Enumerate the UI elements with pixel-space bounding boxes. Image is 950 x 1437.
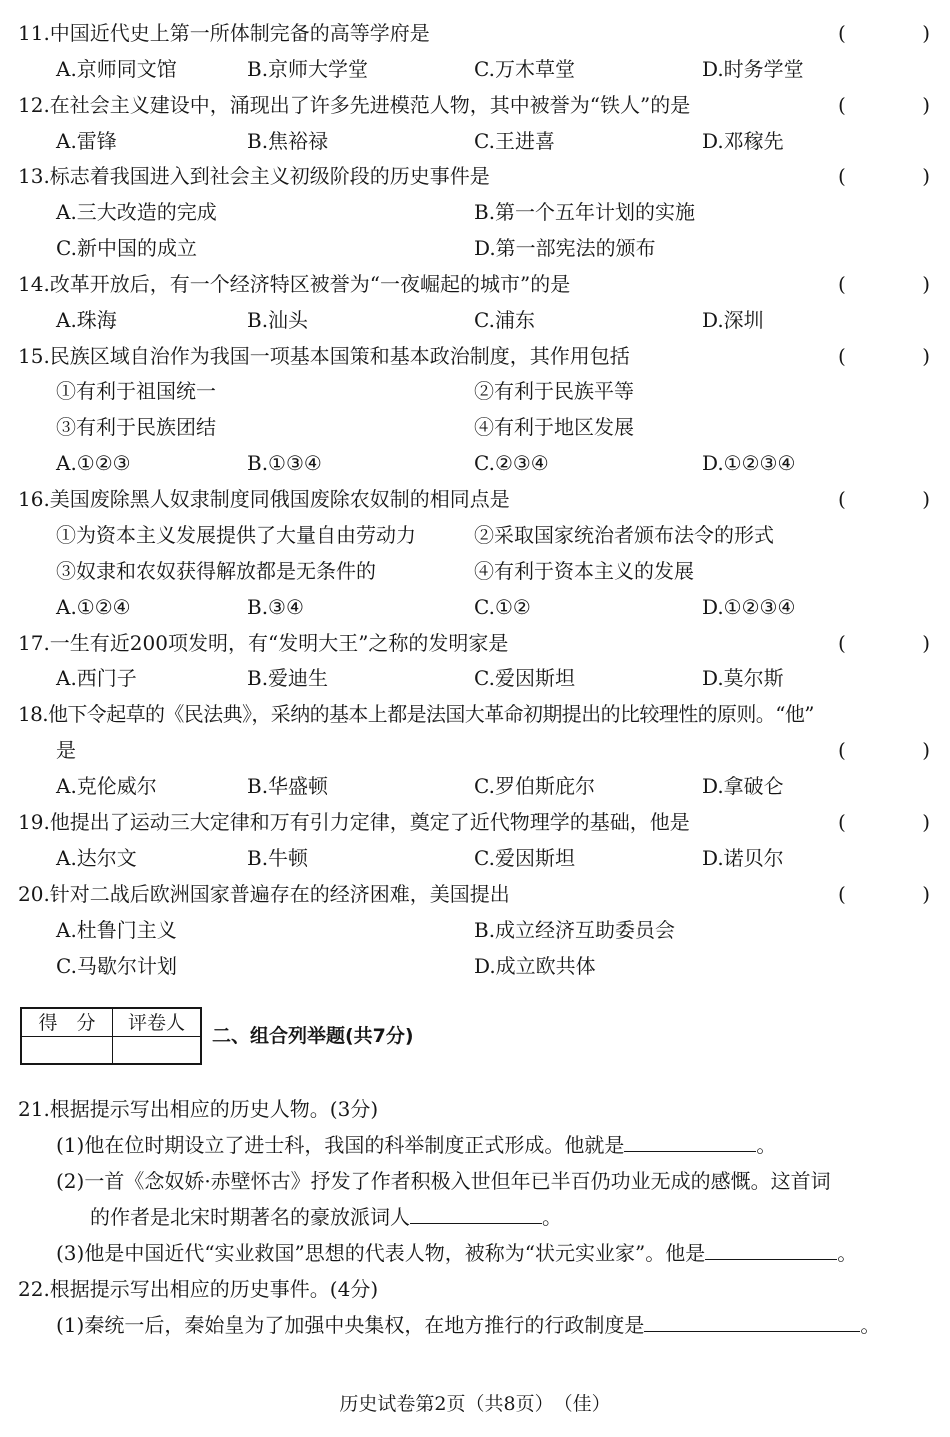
question-12-stem: 12.在社会主义建设中，涌现出了许多先进模范人物，其中被誉为“铁人”的是	[18, 93, 691, 117]
page-footer: 历史试卷第2页（共8页） （佳）	[339, 1393, 611, 1415]
answer-blank[interactable]	[624, 1129, 756, 1152]
option-c: C.万木草堂	[474, 57, 575, 81]
option-d: D.成立欧共体	[474, 954, 596, 978]
answer-bracket: ( )	[838, 810, 930, 834]
question-21-part-2: (2)一首《念奴娇·赤壁怀古》抒发了作者积极入世但年已半百仍功业无成的感慨。这首词	[56, 1169, 831, 1193]
answer-blank[interactable]	[410, 1201, 542, 1224]
question-16-stem: 16.美国废除黑人奴隶制度同俄国废除农奴制的相同点是	[18, 487, 510, 511]
answer-blank[interactable]	[644, 1309, 860, 1332]
option-a: A.三大改造的完成	[56, 200, 217, 224]
statement-4: ④有利于地区发展	[474, 415, 634, 439]
option-b: B.京师大学堂	[247, 57, 369, 81]
score-label: 得 分	[22, 1009, 113, 1037]
question-19-stem: 19.他提出了运动三大定律和万有引力定律，奠定了近代物理学的基础，他是	[18, 810, 690, 834]
answer-bracket: ( )	[838, 882, 930, 906]
option-c: C.爱因斯坦	[474, 846, 575, 870]
option-b: B.牛顿	[247, 846, 309, 870]
answer-bracket: ( )	[838, 344, 930, 368]
option-c: C.②③④	[474, 451, 549, 475]
option-a: A.杜鲁门主义	[56, 918, 177, 942]
option-c: C.王进喜	[474, 129, 555, 153]
question-22-stem: 22.根据提示写出相应的历史事件。(4分)	[18, 1277, 379, 1301]
option-c: C.①②	[474, 595, 531, 619]
score-field[interactable]	[22, 1037, 113, 1063]
statement-1: ①有利于祖国统一	[56, 379, 216, 403]
option-d: D.邓稼先	[702, 129, 784, 153]
option-d: D.拿破仑	[702, 774, 784, 798]
option-d: D.第一部宪法的颁布	[474, 236, 656, 260]
option-a: A.达尔文	[56, 846, 137, 870]
option-b: B.汕头	[247, 308, 309, 332]
question-14-stem: 14.改革开放后，有一个经济特区被誉为“一夜崛起的城市”的是	[18, 272, 571, 296]
grader-label: 评卷人	[113, 1009, 200, 1037]
question-13-stem: 13.标志着我国进入到社会主义初级阶段的历史事件是	[18, 164, 490, 188]
option-a: A.雷锋	[56, 129, 117, 153]
option-b: B.焦裕禄	[247, 129, 329, 153]
question-21-stem: 21.根据提示写出相应的历史人物。(3分)	[18, 1097, 379, 1121]
option-c: C.新中国的成立	[56, 236, 197, 260]
answer-bracket: ( )	[838, 631, 930, 655]
section-title: 二、组合列举题(共7分)	[212, 1025, 414, 1047]
answer-bracket: ( )	[838, 93, 930, 117]
option-b: B.华盛顿	[247, 774, 329, 798]
option-c: C.爱因斯坦	[474, 666, 575, 690]
option-a: A.克伦威尔	[56, 774, 157, 798]
option-c: C.罗伯斯庇尔	[474, 774, 595, 798]
option-a: A.西门子	[56, 666, 137, 690]
option-d: D.①②③④	[702, 451, 796, 475]
option-b: B.①③④	[247, 451, 322, 475]
option-a: A.①②④	[56, 595, 131, 619]
option-a: A.京师同文馆	[56, 57, 177, 81]
option-a: A.①②③	[56, 451, 131, 475]
option-d: D.深圳	[702, 308, 764, 332]
option-b: B.成立经济互助委员会	[474, 918, 676, 942]
option-d: D.时务学堂	[702, 57, 804, 81]
option-c: C.马歇尔计划	[56, 954, 177, 978]
question-22-part-1: (1)秦统一后，秦始皇为了加强中央集权，在地方推行的行政制度是 。	[56, 1309, 880, 1341]
grader-field[interactable]	[113, 1037, 200, 1063]
question-17-stem: 17.一生有近200项发明，有“发明大王”之称的发明家是	[18, 631, 509, 655]
question-21-part-3: (3)他是中国近代“实业救国”思想的代表人物，被称为“状元实业家”。他是 。	[56, 1237, 857, 1269]
question-18-stem-cont: 是	[56, 738, 76, 762]
option-d: D.莫尔斯	[702, 666, 784, 690]
question-20-stem: 20.针对二战后欧洲国家普遍存在的经济困难，美国提出	[18, 882, 510, 906]
option-d: D.诺贝尔	[702, 846, 784, 870]
option-b: B.爱迪生	[247, 666, 329, 690]
answer-bracket: ( )	[838, 738, 930, 762]
statement-1: ①为资本主义发展提供了大量自由劳动力	[56, 523, 416, 547]
statement-2: ②采取国家统治者颁布法令的形式	[474, 523, 774, 547]
question-21-part-1: (1)他在位时期设立了进士科，我国的科举制度正式形成。他就是 。	[56, 1129, 776, 1161]
option-c: C.浦东	[474, 308, 535, 332]
answer-bracket: ( )	[838, 272, 930, 296]
statement-4: ④有利于资本主义的发展	[474, 559, 694, 583]
question-11-stem: 11.中国近代史上第一所体制完备的高等学府是	[18, 21, 430, 45]
answer-bracket: ( )	[838, 164, 930, 188]
option-b: B.第一个五年计划的实施	[474, 200, 696, 224]
option-b: B.③④	[247, 595, 304, 619]
option-a: A.珠海	[56, 308, 117, 332]
answer-blank[interactable]	[705, 1237, 837, 1260]
answer-bracket: ( )	[838, 487, 930, 511]
score-box	[20, 1007, 202, 1065]
statement-3: ③有利于民族团结	[56, 415, 216, 439]
option-d: D.①②③④	[702, 595, 796, 619]
question-18-stem: 18.他下令起草的《民法典》，采纳的基本上都是法国大革命初期提出的比较理性的原则。“他”	[18, 702, 814, 726]
question-21-part-2-cont: 的作者是北宋时期著名的豪放派词人 。	[90, 1201, 562, 1233]
question-15-stem: 15.民族区域自治作为我国一项基本国策和基本政治制度，其作用包括	[18, 344, 630, 368]
statement-3: ③奴隶和农奴获得解放都是无条件的	[56, 559, 376, 583]
answer-bracket: ( )	[838, 21, 930, 45]
statement-2: ②有利于民族平等	[474, 379, 634, 403]
